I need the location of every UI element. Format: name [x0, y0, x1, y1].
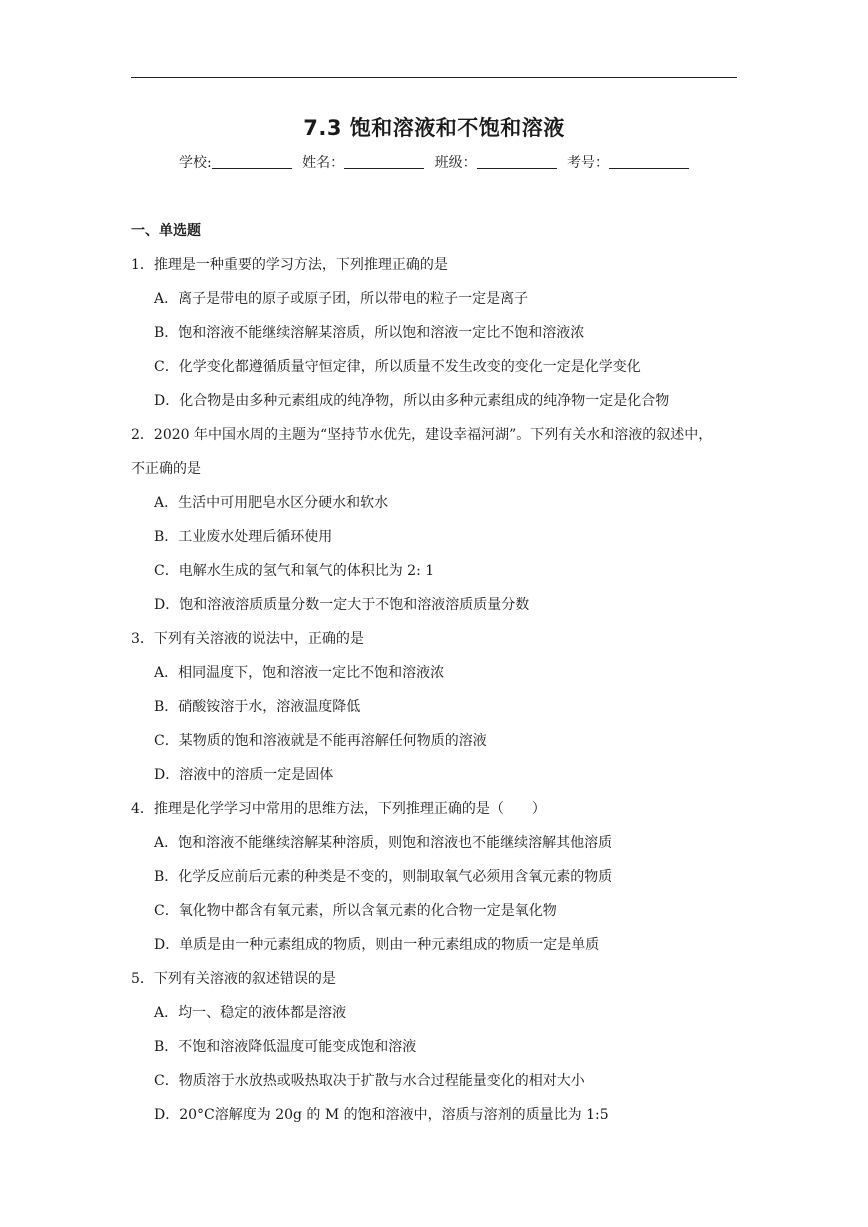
option-c: C．物质溶于水放热或吸热取决于扩散与水合过程能量变化的相对大小	[154, 1073, 585, 1089]
exam-no-label: 考号：	[567, 155, 610, 171]
question-3	[131, 622, 741, 792]
option-a: A．相同温度下，饱和溶液一定比不饱和溶液浓	[154, 665, 445, 681]
question-4	[131, 792, 741, 962]
option-b: B．硝酸铵溶于水，溶液温度降低	[154, 699, 361, 715]
question-stem-continued: 不正确的是	[131, 461, 201, 477]
option-c: C．氧化物中都含有氧元素，所以含氧元素的化合物一定是氧化物	[154, 903, 557, 919]
exam-no-blank[interactable]	[609, 154, 689, 169]
class-label: 班级：	[434, 155, 477, 171]
school-blank[interactable]	[212, 154, 292, 169]
option-b: B．不饱和溶液降低温度可能变成饱和溶液	[154, 1039, 417, 1055]
option-d: D．溶液中的溶质一定是固体	[154, 767, 334, 783]
option-d: D．20°C溶解度为 20g 的 M 的饱和溶液中，溶质与溶剂的质量比为 1:5	[154, 1107, 609, 1123]
option-d: D．饱和溶液溶质质量分数一定大于不饱和溶液溶质质量分数	[154, 597, 530, 613]
option-b: B．化学反应前后元素的种类是不变的，则制取氧气必须用含氧元素的物质	[154, 869, 613, 885]
question-5	[131, 962, 741, 1132]
option-c: C．化学变化都遵循质量守恒定律，所以质量不发生改变的变化一定是化学变化	[154, 359, 641, 375]
option-b: B．工业废水处理后循环使用	[154, 529, 333, 545]
name-blank[interactable]	[344, 154, 424, 169]
header-rule	[131, 77, 737, 78]
option-b: B．饱和溶液不能继续溶解某溶质，所以饱和溶液一定比不饱和溶液浓	[154, 325, 585, 341]
question-stem: 3．下列有关溶液的说法中，正确的是	[131, 631, 364, 647]
option-c: C．电解水生成的氢气和氧气的体积比为 2: 1	[154, 563, 435, 579]
question-list	[131, 248, 741, 1132]
option-d: D．单质是由一种元素组成的物质，则由一种元素组成的物质一定是单质	[154, 937, 600, 953]
option-a: A．离子是带电的原子或原子团，所以带电的粒子一定是离子	[154, 291, 529, 307]
student-info-row	[0, 152, 868, 172]
class-blank[interactable]	[477, 154, 557, 169]
option-a: A．生活中可用肥皂水区分硬水和软水	[154, 495, 389, 511]
question-2	[131, 418, 741, 622]
question-stem: 5．下列有关溶液的叙述错误的是	[131, 971, 336, 987]
option-a: A．均一、稳定的液体都是溶液	[154, 1005, 347, 1021]
option-d: D．化合物是由多种元素组成的纯净物，所以由多种元素组成的纯净物一定是化合物	[154, 393, 670, 409]
section-heading: 一、单选题	[131, 223, 201, 239]
question-stem: 2．2020 年中国水周的主题为“坚持节水优先，建设幸福河湖”。下列有关水和溶液的叙述中，	[131, 427, 713, 443]
option-a: A．饱和溶液不能继续溶解某种溶质，则饱和溶液也不能继续溶解其他溶质	[154, 835, 613, 851]
name-label: 姓名：	[302, 155, 345, 171]
question-1	[131, 248, 741, 418]
school-label: 学校:	[178, 155, 212, 171]
question-stem: 1．推理是一种重要的学习方法，下列推理正确的是	[131, 257, 448, 273]
page-title: 7.3 饱和溶液和不饱和溶液	[303, 116, 565, 140]
question-stem: 4．推理是化学学习中常用的思维方法，下列推理正确的是（ ）	[131, 801, 546, 817]
option-c: C．某物质的饱和溶液就是不能再溶解任何物质的溶液	[154, 733, 487, 749]
